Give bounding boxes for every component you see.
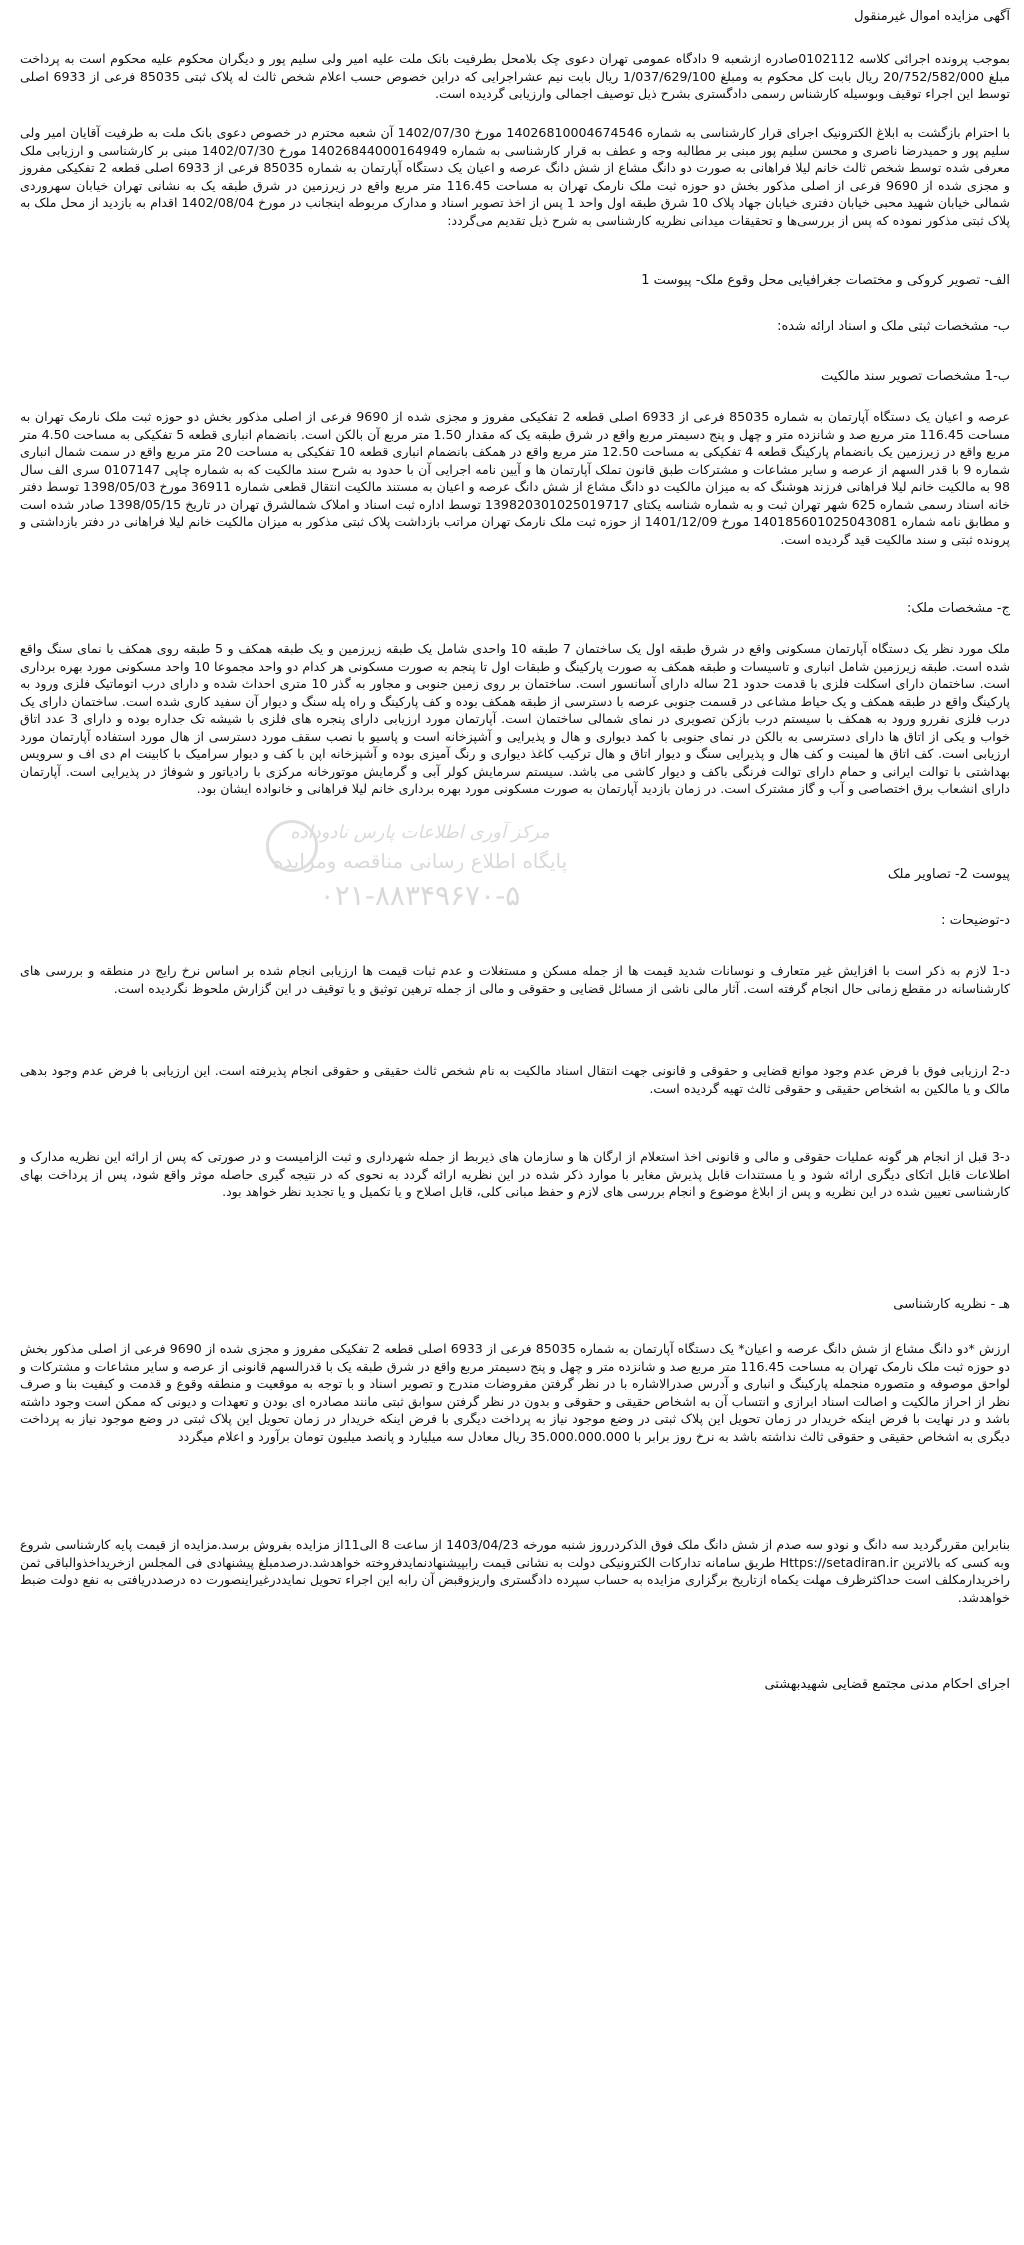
section-b-heading: ب- مشخصات ثبتی ملک و اسناد ارائه شده:: [777, 319, 1010, 334]
issuer-footer: اجرای احکام مدنی مجتمع قضایی شهیدبهشتی: [764, 1677, 1010, 1692]
attachment-2-label: پیوست 2- تصاویر ملک: [887, 867, 1010, 882]
section-b1-heading: ب-1 مشخصات تصویر سند مالکیت: [821, 369, 1010, 384]
watermark-phone: ۰۲۱-۸۸۳۴۹۶۷۰-۵: [319, 879, 521, 912]
expert-opinion-paragraph: ارزش *دو دانگ مشاع از شش دانگ عرصه و اعیان* یک دستگاه آپارتمان به شماره 85035 فرعی از 6933 اصلی قطعه 2 تفکیکی مفروز و مجزی شده از 9690 فرعی از اصلی مذکور بخش دو حوزه ثبت ملک نارمک تهران به مساحت 116.45 متر مربع صد و شانزده متر و چهل و پنج دسیمتر مربع واقع در شرق طبقه یک با قدرالسهم قانونی از عرصه و سایر مشاعات و مشترکات و لواحق موصوفه و متصوره منجمله پارکینگ و انباری و آدرس صدرالاشاره با در نظر گرفتن مفروضات مندرج و تصویر اسناد و با توجه به موقعیت و منطقه وقوع و قدمت و کیفیت بنا و صرف نظر از احراز مالکیت و اصالت اسناد ابرازی و انتساب آن به اشخاص حقیقی و حقوقی و بدون در نظر گرفتن سوابق ثبتی مانند مصادره ای بودن و تعهدات و دیونی که ممکن است وجود داشته باشد و در نهایت با فرض اینکه خریدار در زمان تحویل این پلاک ثبتی در وضع موجود نیاز به پرداخت دیگری با فرض اینکه خریدار در زمان تحویل این پلاک ثبتی در وضع موجود نیاز به پرداخت دیگری به اشخاص حقیقی و حقوقی ثالث نداشته باشد به نرخ روز برابر با 35.000.000.000 ریال معادل سه میلیارد و پانصد میلیون تومان برآورد و اعلام میگردد: [20, 1341, 1010, 1444]
intro-paragraph: بموجب پرونده اجرائی کلاسه 0102112صادره ازشعبه 9 دادگاه عمومی تهران دعوی چک بلامحل بطرفیت بانک ملت علیه امیر ولی سلیم پور و دیگران محکوم علیه محکوم است به پرداخت مبلغ 20/752/582/000 ریال بابت کل محکوم به ومبلغ 1/037/629/100 ریال بابت نیم عشراجرایی که دراین خصوص حسب اعلام شخص ثالث له پلاک ثبتی 85035 فرعی از 6933 اصلی توسط این اجراء توقیف وبوسیله کارشناس رسمی دادگستری بشرح ذیل توصیف اجمالی وارزیابی گردیده است.: [20, 51, 1010, 101]
watermark-logo-icon: [266, 820, 318, 872]
referral-paragraph: با احترام بازگشت به ابلاغ الکترونیک اجرای قرار کارشناسی به شماره 14026810004674546 مورخ 1402/07/30 آن شعبه محترم در خصوص دعوی بانک ملت به طرفیت آقایان امیر ولی سلیم پور و حمیدرضا ناصری و محسن سلیم پور مبنی بر مطالبه وجه و عطف به قرار کارشناسی به شماره 14026844000164949 مورخ 1402/07/30 مبنی بر کارشناسی و ارزیابی ملک معرفی شده توسط شخص ثالث خانم لیلا فراهانی به صورت دو دانگ مشاع از شش دانگ عرصه و اعیان یک دستگاه آپارتمان به شماره 85035 فرعی از 6933 اصلی قطعه 2 تفکیکی مفروز و مجزی شده از 9690 فرعی از اصلی مذکور بخش دو حوزه ثبت ملک نارمک تهران به مساحت 116.45 متر مربع واقع در زیرزمین در شرق طبقه یک به نشانی تهران خیابان سهروردی شمالی خیابان شهید محبی خیابان دفتری خیابان جهاد پلاک 10 شرق طبقه اول واحد 1 پس از اخذ تصویر اسناد و مدارک مربوطه اینجانب در مورخ 1402/08/04 اقدام به بازدید از محل ملک به پلاک ثبتی مذکور نموده که پس از بررسی‌ها و تحقیقات میدانی نظریه کارشناسی به شرح ذیل تقدیم می‌گردد:: [20, 125, 1011, 228]
note-d2: د-2 ارزیابی فوق با فرض عدم وجود موانع قضایی و حقوقی و قانونی جهت انتقال اسناد مالکیت به نام شخص ثالث حقیقی و حقوقی انجام پذیرفته است. این ارزیابی با فرض عدم وجود بدهی مالک و یا مالکین به اشخاص حقیقی و حقوقی ثالث تهیه گردیده است.: [20, 1063, 1010, 1096]
watermark: [250, 820, 590, 950]
section-a-heading: الف- تصویر کروکی و مختصات جغرافیایی محل وقوع ملک- پیوست 1: [641, 273, 1010, 288]
watermark-line-2: پایگاه اطلاع رسانی مناقصه ومزایده: [272, 849, 568, 873]
note-d3: د-3 قبل از انجام هر گونه عملیات حقوقی و مالی و قانونی اخذ استعلام از ارگان ها و سازمان های ذیربط از جمله شهرداری و ثبت الزامیست و در صورتی که پس از ارائه این نظریه مدارک و اطلاعات قابل اتکای دیگری ارائه شود و یا مستندات قابل پذیرش مغایر با موارد ذکر شده در این نظریه ارائه گردد به نحوی که در نتیجه گیری حاصله موثر واقع شود، پس از پرداخت بهای کارشناسی تعیین شده در این نظریه و پس از ابلاغ موضوع و انجام بررسی های لازم و حفظ مبانی کلی، قابل اصلاح و یا تکمیل و یا تجدید نظر خواهد بود.: [20, 1149, 1010, 1199]
watermark-line-1: مرکز آوری اطلاعات پارس نادوداده: [290, 822, 550, 843]
section-c-heading: ج- مشخصات ملک:: [906, 601, 1010, 616]
deed-paragraph: عرصه و اعیان یک دستگاه آپارتمان به شماره 85035 فرعی از 6933 اصلی قطعه 2 تفکیکی مفروز و مجزی شده از 9690 فرعی از اصلی مذکور بخش دو حوزه ثبت ملک نارمک تهران به مساحت 116.45 متر مربع صد و شانزده متر و چهل و پنج دسیمتر مربع واقع در شرق طبقه یک که مقدار 1.50 متر مربع آن بالکن است. بانضمام انباری قطعه 5 تفکیکی به مساحت 4.50 متر مربع واقع در زیرزمین یک بانضمام پارکینگ قطعه 4 تفکیکی به مساحت 12.50 متر مربع واقع در همکف بانضمام انباری قطعه 10 تفکیکی به مساحت 20 متر مربع واقع در سمت شمال انباری شماره 9 با قدر السهم از عرصه و سایر مشاعات و مشترکات طبق قانون تملک آپارتمان ها و آیین نامه اجرایی آن با حدود به شرح سند مالکیت که به شماره چاپی 0107147 سری الف سال 98 به مالکیت خانم لیلا فراهانی فرزند هوشنگ که به میزان مالکیت دو دانگ مشاع از شش دانگ عرصه و اعیان به مستند مالکیت انتقال قطعی شماره 36911 مورخ 1398/05/03 توسط دفتر خانه اسناد رسمی شماره 625 شهر تهران ثبت و به شماره شناسه یکتای 139820301025019717 توسط اداره ثبت اسناد و املاک شمالشرق تهران در تاریخ 1398/05/15 صادر شده است و مطابق نامه شماره 140185601025043081 مورخ 1401/12/09 از حوزه ثبت ملک نارمک تهران مراتب بازداشت پلاک ثبتی مذکور به میزان مالکیت خانم لیلا فراهانی در دفتر بازداشتی و پرونده ثبتی و سند مالکیت قید گردیده است.: [20, 409, 1011, 547]
property-specs-paragraph: ملک مورد نظر یک دستگاه آپارتمان مسکونی واقع در شرق طبقه اول یک ساختمان 7 طبقه 10 واحدی شامل یک طبقه زیرزمین و یک طبقه همکف و 5 طبقه روی همکف با نمای سنگ واقع شده است. طبقه زیرزمین شامل انباری و تاسیسات و طبقه همکف به صورت پارکینگ و طبقات اول تا پنجم به صورت مسکونی هر کدام دو واحد مجموعا 10 واحد مسکونی مورد بهره برداری است. ساختمان دارای اسکلت فلزی با قدمت حدود 21 ساله دارای آسانسور است. ساختمان بر روی زمین جنوبی و مجاور به گذر 10 متری احداث شده و دارای درب اتوماتیک فلزی ورود به پارکینگ واقع در طبقه همکف و یک حیاط مشاعی در قسمت جنوبی عرصه با دسترسی از طبقه همکف بوده و کف پارکینگ و راه پله سنگ و دیوار آن سفید کاری شده است. ساختمان دارای یک درب فلزی نفررو ورود به همکف با سیستم درب بازکن تصویری در نمای شمالی ساختمان است. آپارتمان مورد ارزیابی دارای پنجره های فلزی با شیشه تک جداره بوده و دارای 3 عدد اتاق خواب و یکی از اتاق ها دارای دسترسی به بالکن در نمای جنوبی با کمد دیواری و هال و پذیرایی و آشپزخانه است و پاسیو با نصب سقف مورد دسترسی از هال مورد استفاده آپارتمان مورد ارزیابی است. کف اتاق ها لمینت و کف هال و پذیرایی سنگ و دیوار اتاق و هال ترکیب کاغذ دیواری و رنگ آمیزی بوده و آشپزخانه اپن با کف و دیوار سرامیک با کابینت ام دی اف و سرویس بهداشتی با توالت ایرانی و حمام دارای توالت فرنگی باکف و دیوار کاشی می باشد. سیستم سرمایش کولر آبی و گرمایش موتورخانه مرکزی با رادیاتور و شوفاژ در پذیرایی است. آپارتمان دارای انشعاب برق اختصاصی و آب و گاز مشترک است. در زمان بازدید آپارتمان به صورت مسکونی مورد بهره برداری خانم لیلا فراهانی و خانواده ایشان بود.: [20, 641, 1011, 796]
notice-title: آگهی مزایده اموال غیرمنقول: [854, 9, 1010, 24]
note-d1: د-1 لازم به ذکر است با افزایش غیر متعارف و نوسانات شدید قیمت ها از جمله مسکن و مستغلات و عدم ثبات قیمت ها ارزیابی انجام شده بر اساس نرخ رایج در منطقه و بررسی های کارشناسانه در مقطع زمانی حال انجام گرفته است. آثار مالی ناشی از مسائل قضایی و حقوقی و مالی از جمله ترهین توثیق و یا توقیف در این گزارش ملحوظ نگردیده است.: [20, 963, 1010, 996]
section-d-heading: د-توضیحات :: [941, 913, 1010, 928]
section-e-heading: هـ - نظریه کارشناسی: [893, 1297, 1010, 1312]
auction-terms-paragraph: بنابراین مقررگردید سه دانگ و نودو سه صدم از شش دانگ ملک فوق الذکردرروز شنبه مورخه 1403/04/23 از ساعت 8 الی11از مزایده بفروش برسد.مزایده از قیمت پایه کارشناسی شروع وبه کسی که بالاترین Https://setadiran.ir طریق سامانه تدارکات الکترونیکی دولت به نشانی قیمت رابپیشنهادنمایدفروخته خواهدشد.درصدمبلغ پیشنهادی فی المجلس ازخریداخذوالباقی ثمن راخریدارمکلف است حداکثرظرف مهلت یکماه ازتاریخ برگزاری مزایده به حساب سپرده دادگستری واریزوقبض آن رابه این اجراء تحویل نمایددرغیراینصورت ده درصددریافتی به نفع دولت ضبط خواهدشد.: [20, 1537, 1011, 1605]
